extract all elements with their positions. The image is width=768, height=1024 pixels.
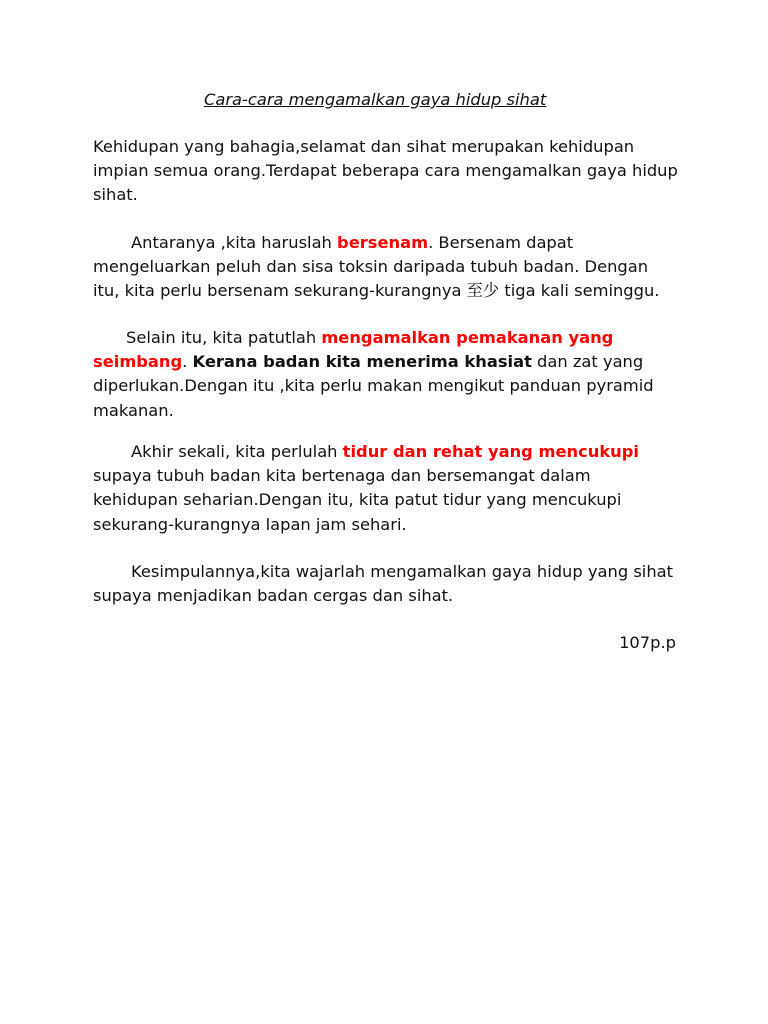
paragraph-line: [93, 440, 693, 464]
paragraph-text: Antaranya ,kita haruslah: [131, 233, 338, 252]
paragraph-line: Kesimpulannya,kita wajarlah mengamalkan gaya hidup yang sihat: [131, 562, 674, 581]
paragraph-line: [93, 350, 693, 374]
paragraph-line: mengeluarkan peluh dan sisa toksin daripada tubuh badan. Dengan: [93, 257, 649, 277]
exercise-paragraph: [93, 231, 693, 304]
paragraph-line: sekurang-kurangnya lapan jam sehari.: [93, 514, 407, 534]
highlight-exercise: bersenam: [337, 233, 429, 252]
highlight-diet: mengamalkan pemakanan yang: [321, 328, 614, 347]
signature-text: 107p.p: [619, 633, 676, 652]
sleep-paragraph: [93, 440, 693, 537]
highlight-sleep: tidur dan rehat yang mencukupi: [342, 442, 639, 461]
paragraph-text: dan zat yang: [531, 352, 644, 372]
paragraph-line: kehidupan seharian.Dengan itu, kita patut tidur yang mencukupi: [93, 490, 622, 510]
paragraph-line: [93, 326, 693, 350]
paragraph-line: supaya menjadikan badan cergas dan sihat.: [93, 586, 454, 606]
paragraph-line: diperlukan.Dengan itu ,kita perlu makan mengikut panduan pyramid: [93, 376, 654, 396]
intro-paragraph: [93, 135, 693, 208]
paragraph-line: [93, 231, 693, 255]
intro-line: Kehidupan yang bahagia,selamat dan sihat merupakan kehidupan: [93, 137, 635, 156]
paragraph-line: makanan.: [93, 400, 174, 420]
paragraph-line: supaya tubuh badan kita bertenaga dan bersemangat dalam: [93, 466, 591, 486]
paragraph-text: Selain itu, kita patutlah: [126, 328, 322, 347]
intro-line: impian semua orang.Terdapat beberapa cara mengamalkan gaya hidup: [93, 161, 678, 181]
intro-line: sihat.: [93, 185, 138, 205]
highlight-balanced: seimbang: [93, 352, 183, 372]
conclusion-paragraph: [93, 560, 693, 608]
paragraph-text: .: [182, 352, 193, 372]
diet-paragraph: [93, 326, 693, 423]
bold-nutrients: Kerana badan kita menerima khasiat: [192, 352, 532, 372]
paragraph-line: itu, kita perlu bersenam sekurang-kurangnya 至少 tiga kali seminggu.: [93, 281, 660, 301]
paragraph-text: Akhir sekali, kita perlulah: [131, 442, 343, 461]
document-title: Cara-cara mengamalkan gaya hidup sihat: [204, 90, 547, 109]
paragraph-text: . Bersenam dapat: [428, 233, 574, 252]
